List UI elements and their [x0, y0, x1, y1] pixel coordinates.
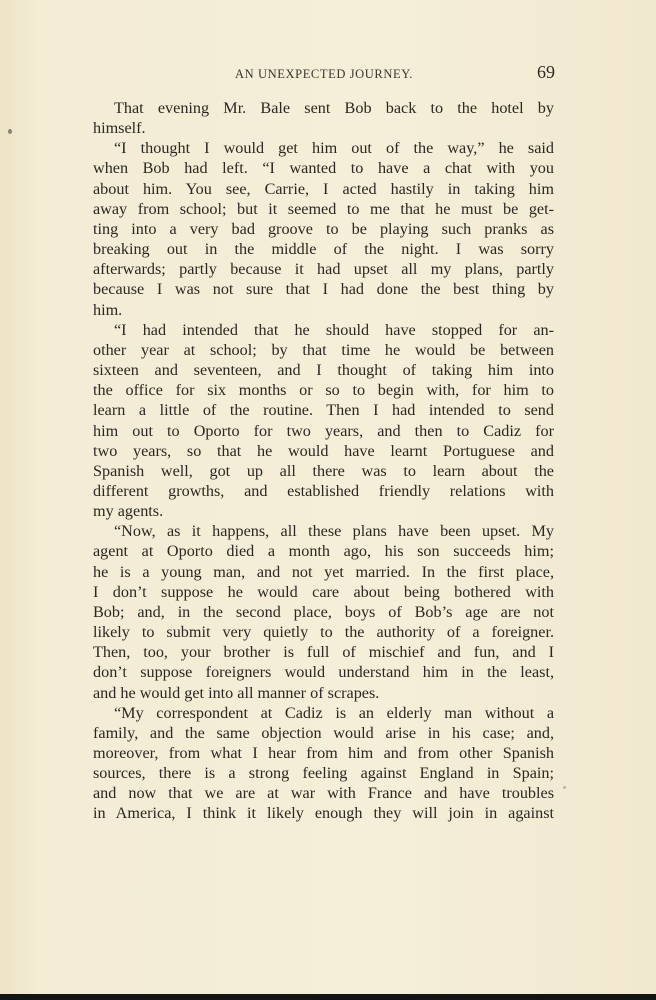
body-text	[93, 98, 554, 824]
text-line: moreover, from what I hear from him and from other Spanish	[93, 744, 554, 762]
text-line: the office for six months or so to begin with, for him to	[93, 381, 554, 400]
text-line: and now that we are at war with France and have troubles	[93, 784, 554, 803]
text-line: him.	[93, 300, 123, 319]
text-line: “I had intended that he should have stopped for an-	[114, 320, 554, 339]
text-line: when Bob had left. “I wanted to have a chat with you	[93, 159, 554, 178]
text-line: he is a young man, and not yet married. In the first place,	[93, 562, 554, 581]
text-line: other year at school; by that time he would be between	[93, 340, 554, 359]
paper-speck	[8, 129, 12, 134]
text-line: Then, too, your brother is full of mischief and fun, and I	[93, 643, 554, 662]
paper-speck	[563, 786, 566, 789]
text-line: himself.	[93, 119, 146, 138]
text-line: family, and the same objection would arise in his case; and,	[93, 723, 554, 742]
text-line: “I thought I would get him out of the way,” he said	[114, 139, 554, 158]
page-header	[93, 62, 555, 86]
text-line: sixteen and seventeen, and I thought of taking him into	[93, 361, 554, 380]
text-line: two years, so that he would have learnt Portuguese and	[93, 441, 554, 460]
text-line: sources, there is a strong feeling against England in Spain;	[93, 764, 554, 783]
scan-edge-bar	[0, 994, 656, 1000]
text-line: afterwards; partly because it had upset all my plans, partly	[93, 260, 554, 279]
text-line: That evening Mr. Bale sent Bob back to the hotel by	[114, 99, 554, 117]
text-line: and he would get into all manner of scrapes.	[93, 683, 380, 702]
text-line: “Now, as it happens, all these plans have been upset. My	[114, 522, 554, 541]
text-line: agent at Oporto died a month ago, his son succeeds him;	[93, 542, 554, 561]
text-line: him out to Oporto for two years, and then to Cadiz for	[93, 421, 554, 440]
text-line: likely to submit very quietly to the authority of a foreigner.	[93, 623, 554, 642]
text-line: about him. You see, Carrie, I acted hastily in taking him	[93, 179, 554, 198]
page-number: 69	[537, 62, 555, 82]
text-line: away from school; but it seemed to me that he must be get-	[93, 199, 554, 218]
text-line: in America, I think it likely enough they will join in against	[93, 804, 554, 823]
running-title: AN UNEXPECTED JOURNEY.	[235, 67, 413, 81]
text-line: learn a little of the routine. Then I had intended to send	[93, 401, 554, 420]
text-line: different growths, and established friendly relations with	[93, 481, 554, 500]
text-line: Bob; and, in the second place, boys of Bob’s age are not	[93, 602, 554, 621]
text-line: ting into a very bad groove to be playing such pranks as	[93, 219, 554, 238]
text-line: “My correspondent at Cadiz is an elderly man without a	[114, 703, 554, 722]
text-line: don’t suppose foreigners would understand him in the least,	[93, 663, 554, 682]
text-line: because I was not sure that I had done the best thing by	[93, 280, 554, 299]
text-line: I don’t suppose he would care about being bothered with	[93, 582, 554, 601]
text-line: breaking out in the middle of the night. I was sorry	[93, 240, 554, 259]
text-line: Spanish well, got up all there was to learn about the	[93, 461, 554, 480]
text-line: my agents.	[93, 502, 164, 521]
